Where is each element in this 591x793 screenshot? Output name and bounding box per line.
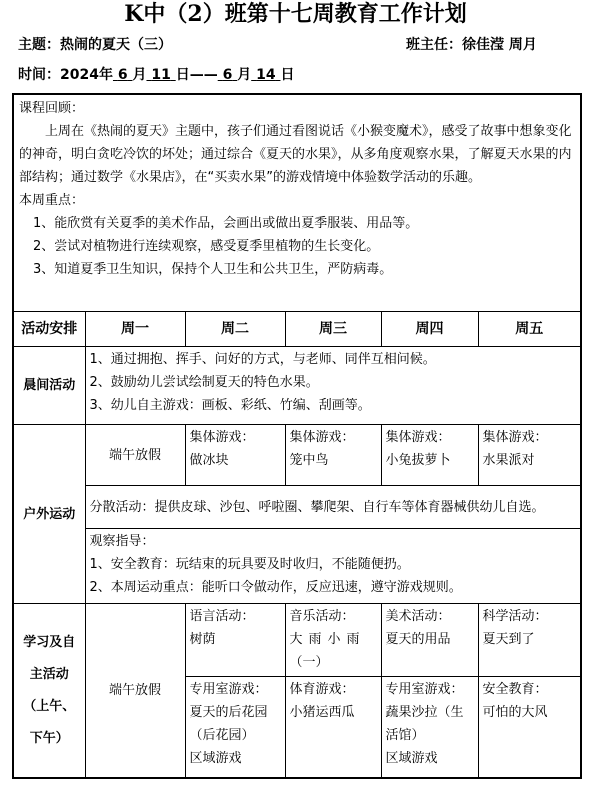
activity-extra2: 区域游戏	[385, 751, 438, 766]
focus-item: 1、能欣赏有关夏季的美术作品，会画出或做出夏季服装、用品等。	[33, 216, 419, 231]
outdoor-wed	[285, 425, 381, 486]
activity-name: 夏天的用品	[385, 632, 451, 647]
morning-row	[13, 347, 581, 425]
outdoor-row-guide	[13, 529, 581, 604]
study-tue-1	[185, 604, 285, 677]
start-day: 11	[151, 67, 171, 83]
game-title: 集体游戏：	[289, 430, 355, 445]
header-label: 活动安排	[13, 312, 85, 347]
guide-item: 2、本周运动重点：能听口令做动作，反应迅速，遵守游戏规则。	[89, 580, 462, 595]
guide-heading: 观察指导：	[89, 534, 155, 549]
day-text: 日	[280, 67, 295, 83]
activity-name: 可怕的大风	[482, 705, 548, 720]
focus-heading: 本周重点：	[19, 193, 85, 208]
study-tue-2	[185, 677, 285, 779]
activity-name: 夏天到了	[482, 632, 535, 647]
morning-item: 2、鼓励幼儿尝试绘制夏天的特色水果。	[89, 375, 319, 390]
study-fri-2	[478, 677, 581, 779]
morning-item: 1、通过拥抱、挥手、问好的方式，与老师、同伴互相问候。	[89, 352, 436, 367]
outdoor-row-games	[13, 425, 581, 486]
study-wed-1	[285, 604, 381, 677]
outdoor-tue	[185, 425, 285, 486]
activity-extra: （后花园）	[189, 728, 255, 743]
game-name: 笼中鸟	[289, 453, 329, 468]
outdoor-mon: 端午放假	[85, 425, 185, 486]
month-text-2: 月	[237, 67, 252, 83]
game-name: 水果派对	[482, 453, 535, 468]
plan-table	[12, 93, 582, 779]
teacher-label: 班主任：徐佳滢 周月	[406, 37, 537, 53]
activity-title: 美术活动：	[385, 609, 451, 624]
time-line	[18, 65, 294, 85]
outdoor-row-scattered	[13, 486, 581, 529]
game-name: 小兔拔萝卜	[385, 453, 451, 468]
game-title: 集体游戏：	[189, 430, 255, 445]
range-dash: 日——	[175, 67, 218, 83]
activity-title: 科学活动：	[482, 609, 548, 624]
activity-title: 体育游戏：	[289, 682, 355, 697]
focus-item: 3、知道夏季卫生知识，保持个人卫生和公共卫生，严防病毒。	[33, 262, 393, 277]
end-day: 14	[256, 67, 276, 83]
time-prefix: 时间：2024年	[18, 67, 113, 83]
study-label-line: 学习及自	[23, 634, 76, 650]
theme-label: 主题：热闹的夏天（三）	[18, 37, 172, 53]
study-thu-2	[381, 677, 478, 779]
outdoor-label: 户外运动	[13, 425, 85, 604]
study-label-line: 下午）	[29, 730, 69, 746]
morning-cell	[85, 347, 581, 425]
game-name: 做冰块	[189, 453, 229, 468]
guide-cell	[85, 529, 581, 604]
study-mon: 端午放假	[85, 604, 185, 779]
activity-name: 夏天的后花园	[189, 705, 268, 720]
review-cell	[13, 94, 581, 312]
outdoor-thu	[381, 425, 478, 486]
study-label-line: 主活动	[29, 666, 69, 682]
activity-title: 音乐活动：	[289, 609, 355, 624]
study-label	[13, 604, 85, 779]
study-row-1	[13, 604, 581, 677]
activity-extra: （一）	[289, 655, 329, 670]
end-month: 6	[222, 67, 233, 83]
page-title: K中（2）班第十七周教育工作计划	[124, 1, 467, 27]
outdoor-fri	[478, 425, 581, 486]
review-row	[13, 94, 581, 312]
scattered-activity: 分散活动：提供皮球、沙包、呼啦圈、攀爬架、自行车等体育器械供幼儿自选。	[85, 486, 581, 529]
review-paragraph: 上周在《热闹的夏天》主题中，孩子们通过看图说话《小猴变魔术》，感受了故事中想象变化的神奇，明白贪吃冷饮的坏处；通过综合《夏天的水果》，从多角度观察水果，了解夏天水果的内部结构；通过数学《水果店》，在“买卖水果”的游戏情境中体验数学活动的乐趣。	[19, 124, 572, 185]
header-day-fri: 周五	[478, 312, 581, 347]
activity-title: 专用室游戏：	[385, 682, 464, 697]
activity-extra: 活馆）	[385, 728, 425, 743]
guide-item: 1、安全教育：玩结束的玩具要及时收归，不能随便扔。	[89, 557, 410, 572]
header-day-wed: 周三	[285, 312, 381, 347]
activity-name: 小猪运西瓜	[289, 705, 355, 720]
header-day-mon: 周一	[85, 312, 185, 347]
review-heading: 课程回顾：	[19, 101, 85, 116]
activity-name: 树荫	[189, 632, 216, 647]
activity-name: 大雨小雨	[289, 632, 366, 647]
header-day-tue: 周二	[185, 312, 285, 347]
morning-label: 晨间活动	[13, 347, 85, 425]
activity-title: 专用室游戏：	[189, 682, 268, 697]
activity-title: 安全教育：	[482, 682, 548, 697]
study-label-line: （上午、	[23, 698, 76, 714]
header-row	[13, 312, 581, 347]
start-month: 6	[117, 67, 128, 83]
activity-name: 蔬果沙拉（生	[385, 705, 464, 720]
study-wed-2	[285, 677, 381, 779]
morning-item: 3、幼儿自主游戏：画板、彩纸、竹编、刮画等。	[89, 398, 371, 413]
activity-title: 语言活动：	[189, 609, 255, 624]
month-text-1: 月	[132, 67, 147, 83]
activity-extra2: 区域游戏	[189, 751, 242, 766]
study-thu-1	[381, 604, 478, 677]
header-day-thu: 周四	[381, 312, 478, 347]
game-title: 集体游戏：	[482, 430, 548, 445]
focus-item: 2、尝试对植物进行连续观察，感受夏季里植物的生长变化。	[33, 239, 380, 254]
game-title: 集体游戏：	[385, 430, 451, 445]
study-fri-1	[478, 604, 581, 677]
